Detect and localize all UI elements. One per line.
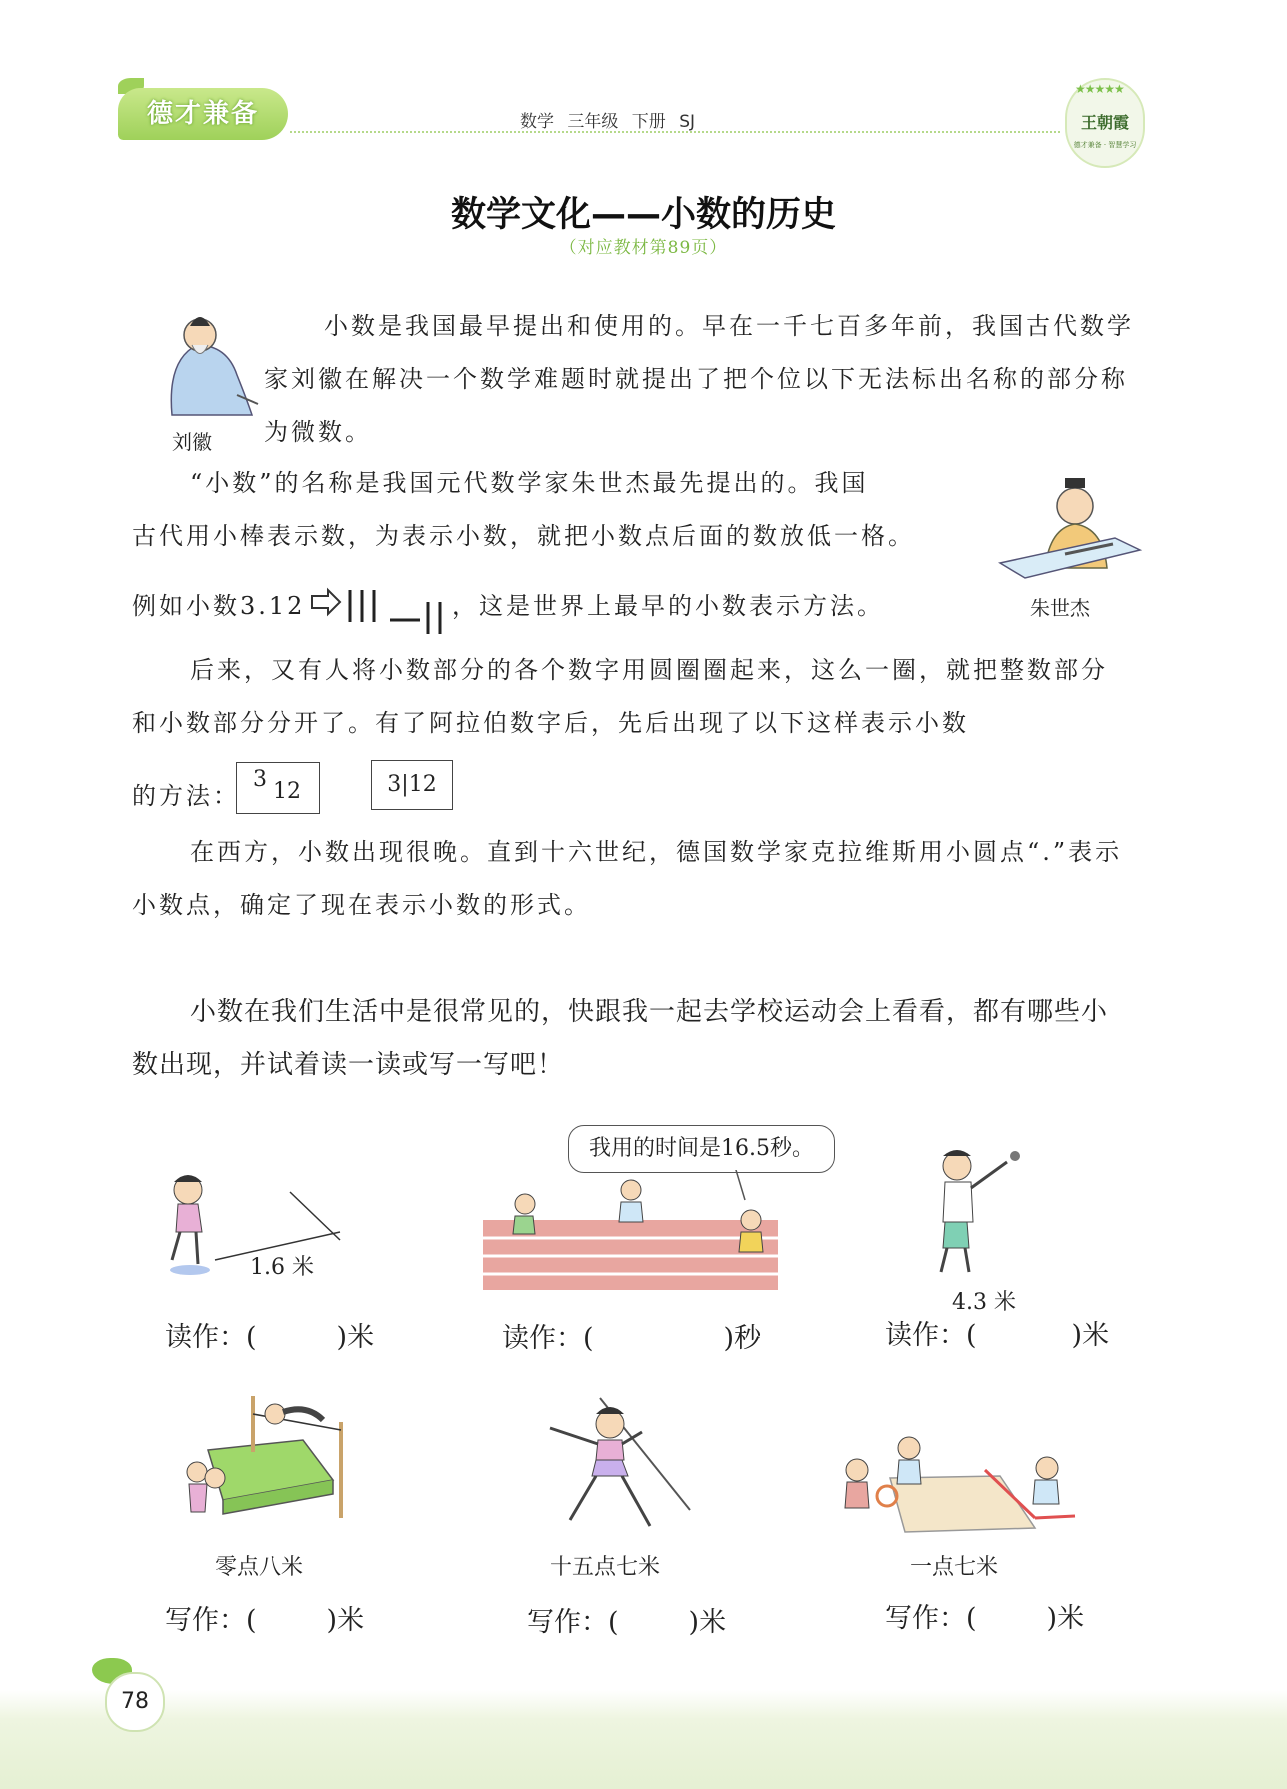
liu-hui-caption: 刘徽	[172, 430, 212, 454]
sports-intro	[132, 986, 1132, 1092]
javelin-caption: 十五点七米	[550, 1555, 661, 1580]
liu-hui-illustration	[152, 300, 262, 420]
write-unit-3: )米	[1046, 1603, 1085, 1634]
zhu-shijie-illustration	[995, 468, 1145, 588]
history-paragraph-1	[264, 300, 1134, 459]
write-prompt-3: 写作：(	[885, 1603, 977, 1634]
decimal-notation-2: 3|12	[371, 760, 453, 810]
read-prompt-3: 读作：(	[885, 1320, 977, 1351]
write-input-2[interactable]	[607, 1600, 677, 1630]
write-prompt-2: 写作：(	[527, 1607, 619, 1638]
course-info: 数学 三年级 下册 SJ	[520, 112, 696, 132]
paragraph-2-line-3-end: ，这是世界上最早的小数表示方法。	[452, 592, 884, 620]
high-jump-caption: 零点八米	[215, 1555, 304, 1580]
sports-intro-text: 小数在我们生活中是很常见的，快跟我一起去学校运动会上看看，都有哪些小数出现，并试着读一读或写一写吧！	[132, 997, 1109, 1080]
read-unit-1: )米	[336, 1322, 375, 1353]
paragraph-2-line-3-start: 例如小数3.12	[132, 592, 306, 620]
read-blank-1	[165, 1315, 374, 1354]
history-paragraph-2	[132, 457, 962, 563]
javelin-illustration	[530, 1392, 700, 1542]
write-input-3[interactable]	[965, 1596, 1035, 1626]
write-blank-2	[527, 1600, 726, 1639]
paragraph-2-line-1: “小数”的名称是我国元代数学家朱世杰最先提出的。我国	[190, 469, 869, 497]
brand-text: 德才兼备	[146, 99, 259, 129]
read-prompt-1: 读作：(	[165, 1322, 257, 1353]
paragraph-3-end: 的方法：	[132, 782, 240, 810]
zhu-shijie-caption: 朱世杰	[1030, 596, 1090, 620]
read-blank-3	[885, 1313, 1109, 1352]
answer-input-1[interactable]	[245, 1315, 325, 1345]
paragraph-4-text: 在西方，小数出现很晚。直到十六世纪，德国数学家克拉维斯用小圆点“.”表示小数点，确定了现在表示小数的形式。	[132, 838, 1123, 919]
shot-put-illustration	[915, 1140, 1035, 1280]
write-input-1[interactable]	[245, 1598, 315, 1628]
notation-1-integer: 3	[253, 767, 267, 792]
paragraph-3-text: 后来，又有人将小数部分的各个数字用圆圈圈起来，这么一圈，就把整数部分和小数部分分开了。有了阿拉伯数字后，先后出现了以下这样表示小数	[132, 656, 1108, 737]
page-title: 数学文化——小数的历史	[450, 195, 836, 235]
footer-band	[0, 1690, 1287, 1789]
publisher-logo	[1065, 78, 1145, 168]
speech-bubble-text: 我用的时间是16.5秒。	[589, 1136, 814, 1161]
read-blank-2	[502, 1316, 761, 1355]
paragraph-2-line-2: 古代用小棒表示数，为表示小数，就把小数点后面的数放低一格。	[132, 522, 915, 550]
write-unit-2: )米	[688, 1607, 727, 1638]
brand-badge	[118, 88, 288, 140]
shot-put-measure: 4.3 米	[952, 1290, 1016, 1315]
history-paragraph-3	[132, 644, 1132, 750]
answer-input-3[interactable]	[965, 1313, 1060, 1343]
logo-name: 王朝霞	[1080, 113, 1129, 132]
read-unit-2: )秒	[723, 1323, 762, 1354]
measuring-caption: 一点七米	[910, 1555, 999, 1580]
decimal-notation-1	[236, 762, 320, 814]
long-jump-measure: 1.6 米	[250, 1255, 314, 1280]
notation-1-decimal: 12	[273, 779, 301, 804]
paragraph-1-text: 小数是我国最早提出和使用的。早在一千七百多年前，我国古代数学家刘徽在解决一个数学难题时就提出了把个位以下无法标出名称的部分称为微数。	[264, 312, 1134, 446]
high-jump-illustration	[183, 1390, 358, 1530]
write-prompt-1: 写作：(	[165, 1605, 257, 1636]
read-unit-3: )米	[1071, 1320, 1110, 1351]
history-paragraph-4	[132, 826, 1132, 932]
running-race-illustration	[483, 1170, 778, 1290]
write-blank-1	[165, 1598, 364, 1637]
rod-numeral-line	[132, 580, 982, 640]
logo-subtitle: 德才兼备 · 智慧学习	[1073, 141, 1137, 149]
page-number: 78	[105, 1672, 165, 1732]
write-unit-1: )米	[326, 1605, 365, 1636]
page-subtitle: （对应教材第89页）	[559, 238, 728, 258]
answer-input-2[interactable]	[582, 1316, 712, 1346]
read-prompt-2: 读作：(	[502, 1323, 594, 1354]
speech-bubble	[568, 1125, 835, 1173]
logo-stars: ★★★★★	[1075, 82, 1124, 96]
measuring-illustration	[835, 1418, 1085, 1538]
write-blank-3	[885, 1596, 1084, 1635]
